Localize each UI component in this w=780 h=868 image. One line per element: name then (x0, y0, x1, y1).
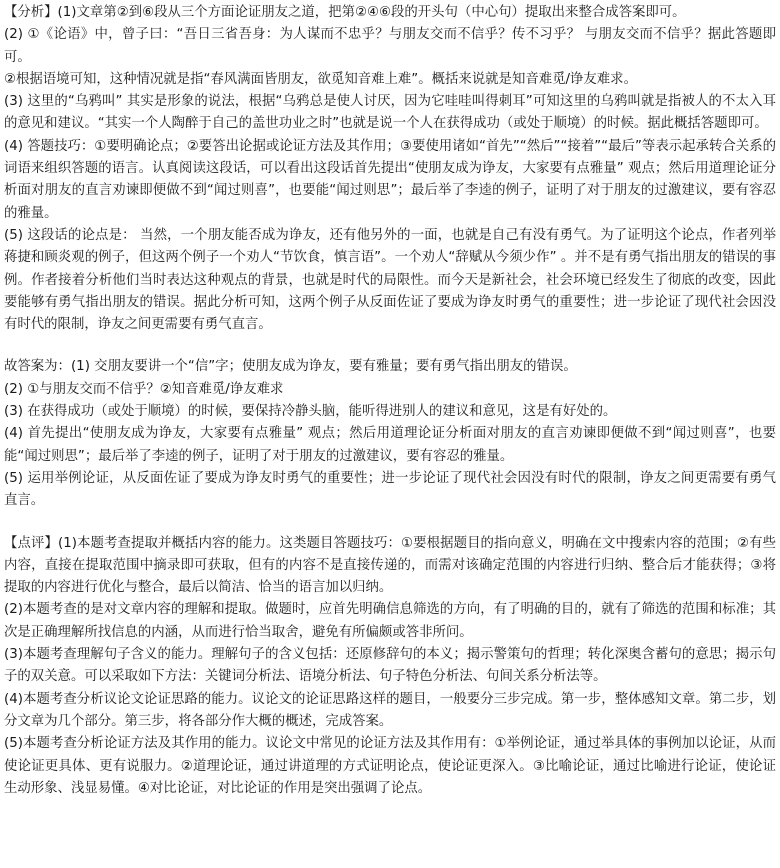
analysis-section (4, 2, 776, 336)
answer-1: 故答案为：(1) 交朋友要讲一个“信”字；使朋友成为诤友，要有雅量；要有勇气指出朋友的错误。 (4, 359, 577, 375)
comment-3: (3)本题考查理解句子含义的能力。理解句子的含义包括：还原修辞句的本义；揭示警策句的哲理；转化深奥含蓄句的意思；揭示句子的双关意。可以采取如下方法：关键词分析法、语境分析法、句子特色分析法、句间关系分析法等。 (4, 647, 776, 685)
answer-2: (2) ①与朋友交而不信乎？②知音难觅/诤友难求 (4, 381, 284, 397)
answer-4: (4) 首先提出“使朋友成为诤友，大家要有点雅量” 观点；然后用道理论证分析面对朋友的直言劝谏即便做不到“闻过则喜”，也要能“闻过则思”；最后举了李逵的例子，证明了对于朋友的过激建议，要有容忍的雅量。 (4, 426, 776, 464)
comment-1: 【点评】(1)本题考查提取并概括内容的能力。这类题目答题技巧：①要根据题目的指向意义，明确在文中搜索内容的范围；②有些内容，直接在提取范围中摘录即可获取，但有的内容不是直接传递的，而需对该确定范围的内容进行归纳、整合后才能获得；③将提取的内容进行优化与整合，最后以简洁、恰当的语言加以归纳。 (4, 535, 776, 596)
section-spacer (4, 336, 776, 356)
answer-5: (5) 运用举例论证，从反面佐证了要成为诤友时勇气的重要性；进一步论证了现代社会因没有时代的限制，诤友之间更需要有勇气直言。 (4, 470, 776, 509)
analysis-point-4: (4) 答题技巧：①要明确论点；②要答出论据或论证方法及其作用；③要使用诸如“首先”“然后”“接着”“最后”等表示起承转合关系的词语来组织答题的语言。认真阅读这段话，可以看出这段话首先提出“使朋友成为诤友，大家要有点雅量” 观点；然后用道理论证分析面对朋友的直言劝谏即便做不到“闻过则喜”，也要能“闻过则思”；最后举了李逵的例子，证明了对于朋友的过激建议，要有容忍的雅量。 (4, 138, 776, 221)
answer-3: (3) 在获得成功（或处于顺境）的时候，要保持冷静头脑，能听得进别人的建议和意见，这是有好处的。 (4, 404, 617, 420)
section-spacer (4, 513, 776, 533)
comment-2: (2)本题考查的是对文章内容的理解和提取。做题时，应首先明确信息筛选的方向，有了明确的目的，就有了筛选的范围和标准；其次是正确理解所找信息的内涵，从而进行恰当取舍，避免有所偏颇或答非所问。 (4, 602, 776, 640)
analysis-point-2b: ②根据语境可知，这种情况就是指“春风满面皆朋友，欲觅知音难上难”。概括来说就是知音难觅/诤友难求。 (4, 71, 637, 87)
answer-section (4, 356, 776, 512)
comment-4: (4)本题考查分析议论文论证思路的能力。议论文的论证思路这样的题目，一般要分三步完成。第一步，整体感知文章。第二步，划分文章为几个部分。第三步，将各部分作大概的概述，完成答案。 (4, 691, 776, 729)
comment-section (4, 533, 776, 801)
analysis-point-3: (3) 这里的“乌鸦叫” 其实是形象的说法，根据“乌鸦总是使人讨厌，因为它哇哇叫得刺耳”可知这里的乌鸦叫就是指被人的不太入耳的意见和建议。“其实一个人陶醉于自己的盖世功业之时”也就是说一个人在获得成功（或处于顺境）的时候。据此概括答题即可。 (4, 94, 776, 132)
comment-5: (5)本题考查分析论证方法及其作用的能力。议论文中常见的论证方法及其作用有：①举例论证，通过举具体的事例加以论证，从而使论证更具体、更有说服力。②道理论证，通过讲道理的方式证明论点，使论证更深入。③比喻论证，通过比喻进行论证，使论证生动形象、浅显易懂。④对比论证，对比论证的作用是突出强调了论点。 (4, 736, 776, 796)
analysis-point-5: (5) 这段话的论点是： 当然，一个朋友能否成为诤友，还有他另外的一面，也就是自己有没有勇气。为了证明这个论点，作者列举蒋捷和顾炎观的例子，但这两个例子一个劝人“节饮食，慎言语”。一个劝人“辞赋从今须少作” 。并不是有勇气指出朋友的错误的事例。作者接着分析他们当时表达这种观点的背景，也就是时代的局限性。而今天是新社会，社会环境已经发生了彻底的改变，因此要能够有勇气指出朋友的错误。据此分析可知，这两个例子从反面佐证了要成为诤友时勇气的重要性；进一步论证了现代社会因没有时代的限制，诤友之间更需要有勇气直言。 (4, 227, 776, 333)
analysis-intro: 【分析】(1)文章第②到⑥段从三个方面论证朋友之道，把第②④⑥段的开头句（中心句）提取出来整合成答案即可。 (4, 5, 686, 20)
analysis-point-2: (2) ①《论语》中，曾子曰：“吾日三省吾身：为人谋而不忠乎？与朋友交而不信乎？传不习乎？ 与朋友交而不信乎？据此答题即可。 (4, 27, 776, 65)
